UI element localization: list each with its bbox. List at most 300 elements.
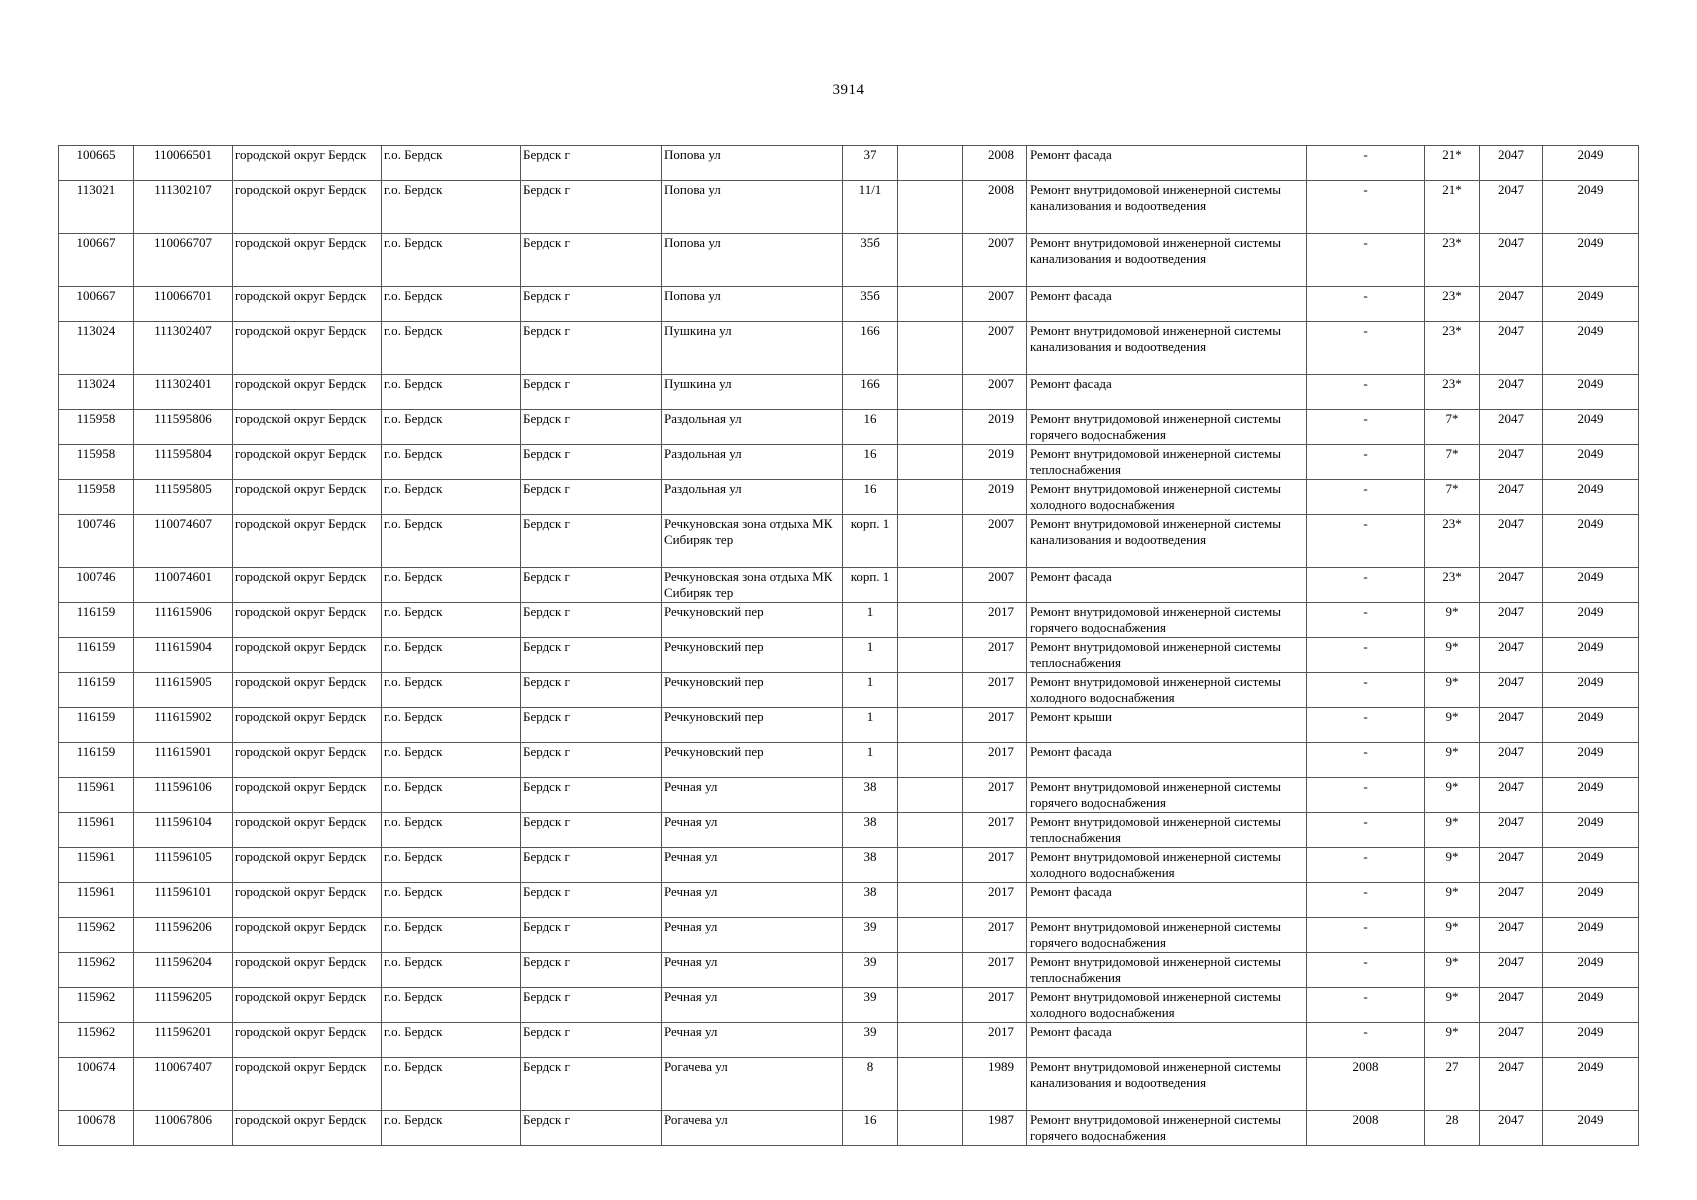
cell-district: г.о. Бердск [382, 953, 521, 988]
cell-last-repair: - [1307, 778, 1425, 813]
cell-work: Ремонт внутридомовой инженерной системы холодного водоснабжения [1027, 480, 1307, 515]
table-row [59, 1023, 1639, 1058]
cell-year: 2017 [963, 673, 1027, 708]
cell-empty [898, 445, 963, 480]
cell-plan-from: 2047 [1480, 813, 1543, 848]
table-row [59, 953, 1639, 988]
cell-plan-to: 2049 [1543, 480, 1639, 515]
cell-last-repair: - [1307, 375, 1425, 410]
cell-plan-from: 2047 [1480, 181, 1543, 234]
cell-last-repair: 2008 [1307, 1111, 1425, 1146]
cell-house: корп. 1 [843, 515, 898, 568]
cell-plan-from: 2047 [1480, 234, 1543, 287]
cell-work: Ремонт внутридомовой инженерной системы горячего водоснабжения [1027, 1111, 1307, 1146]
cell-wear: 7* [1425, 480, 1480, 515]
cell-code: 111596101 [134, 883, 233, 918]
cell-municipality: городской округ Бердск [233, 953, 382, 988]
cell-id: 100665 [59, 146, 134, 181]
cell-work: Ремонт внутридомовой инженерной системы горячего водоснабжения [1027, 778, 1307, 813]
cell-street: Речкуновский пер [662, 743, 843, 778]
cell-district: г.о. Бердск [382, 988, 521, 1023]
cell-street: Попова ул [662, 146, 843, 181]
cell-work: Ремонт фасада [1027, 568, 1307, 603]
cell-id: 100746 [59, 515, 134, 568]
cell-house: 35б [843, 234, 898, 287]
cell-code: 111596206 [134, 918, 233, 953]
cell-plan-to: 2049 [1543, 287, 1639, 322]
cell-last-repair: - [1307, 480, 1425, 515]
cell-plan-to: 2049 [1543, 568, 1639, 603]
cell-plan-from: 2047 [1480, 918, 1543, 953]
cell-work: Ремонт внутридомовой инженерной системы теплоснабжения [1027, 813, 1307, 848]
cell-year: 2007 [963, 568, 1027, 603]
cell-code: 111595804 [134, 445, 233, 480]
cell-empty [898, 1111, 963, 1146]
cell-empty [898, 743, 963, 778]
cell-street: Речная ул [662, 988, 843, 1023]
cell-year: 2017 [963, 708, 1027, 743]
cell-house: 16 [843, 1111, 898, 1146]
cell-code: 110067806 [134, 1111, 233, 1146]
cell-house: 8 [843, 1058, 898, 1111]
cell-plan-to: 2049 [1543, 375, 1639, 410]
cell-year: 2007 [963, 322, 1027, 375]
cell-district: г.о. Бердск [382, 181, 521, 234]
cell-last-repair: - [1307, 813, 1425, 848]
cell-last-repair: - [1307, 568, 1425, 603]
cell-last-repair: 2008 [1307, 1058, 1425, 1111]
cell-year: 2007 [963, 515, 1027, 568]
cell-municipality: городской округ Бердск [233, 410, 382, 445]
cell-municipality: городской округ Бердск [233, 638, 382, 673]
cell-wear: 9* [1425, 708, 1480, 743]
cell-last-repair: - [1307, 287, 1425, 322]
cell-id: 115961 [59, 778, 134, 813]
cell-house: 1 [843, 638, 898, 673]
cell-wear: 7* [1425, 410, 1480, 445]
cell-municipality: городской округ Бердск [233, 181, 382, 234]
cell-house: 1 [843, 743, 898, 778]
cell-district: г.о. Бердск [382, 743, 521, 778]
cell-street: Речная ул [662, 778, 843, 813]
cell-street: Речная ул [662, 953, 843, 988]
cell-district: г.о. Бердск [382, 1023, 521, 1058]
cell-code: 111596204 [134, 953, 233, 988]
cell-id: 115958 [59, 410, 134, 445]
cell-work: Ремонт фасада [1027, 287, 1307, 322]
cell-id: 113024 [59, 375, 134, 410]
cell-work: Ремонт внутридомовой инженерной системы канализования и водоотведения [1027, 1058, 1307, 1111]
cell-wear: 27 [1425, 1058, 1480, 1111]
cell-code: 111302401 [134, 375, 233, 410]
cell-street: Речная ул [662, 813, 843, 848]
cell-wear: 9* [1425, 953, 1480, 988]
cell-work: Ремонт фасада [1027, 375, 1307, 410]
cell-plan-from: 2047 [1480, 883, 1543, 918]
cell-street: Пушкина ул [662, 375, 843, 410]
cell-municipality: городской округ Бердск [233, 445, 382, 480]
cell-code: 110074607 [134, 515, 233, 568]
cell-district: г.о. Бердск [382, 883, 521, 918]
cell-street: Рогачева ул [662, 1058, 843, 1111]
cell-plan-from: 2047 [1480, 568, 1543, 603]
cell-city: Бердск г [521, 234, 662, 287]
cell-last-repair: - [1307, 638, 1425, 673]
cell-house: корп. 1 [843, 568, 898, 603]
cell-city: Бердск г [521, 813, 662, 848]
cell-street: Речкуновская зона отдыха МК Сибиряк тер [662, 568, 843, 603]
cell-plan-to: 2049 [1543, 1111, 1639, 1146]
cell-city: Бердск г [521, 638, 662, 673]
table-row [59, 445, 1639, 480]
cell-last-repair: - [1307, 708, 1425, 743]
cell-wear: 9* [1425, 883, 1480, 918]
cell-plan-to: 2049 [1543, 234, 1639, 287]
cell-plan-to: 2049 [1543, 988, 1639, 1023]
cell-last-repair: - [1307, 988, 1425, 1023]
cell-street: Раздольная ул [662, 410, 843, 445]
cell-municipality: городской округ Бердск [233, 568, 382, 603]
cell-district: г.о. Бердск [382, 1058, 521, 1111]
cell-municipality: городской округ Бердск [233, 778, 382, 813]
cell-code: 110066701 [134, 287, 233, 322]
cell-house: 38 [843, 778, 898, 813]
cell-plan-to: 2049 [1543, 673, 1639, 708]
cell-year: 2017 [963, 778, 1027, 813]
cell-plan-to: 2049 [1543, 603, 1639, 638]
cell-last-repair: - [1307, 883, 1425, 918]
cell-plan-to: 2049 [1543, 953, 1639, 988]
cell-district: г.о. Бердск [382, 480, 521, 515]
table-row [59, 813, 1639, 848]
cell-municipality: городской округ Бердск [233, 375, 382, 410]
cell-id: 100667 [59, 234, 134, 287]
cell-wear: 9* [1425, 743, 1480, 778]
cell-district: г.о. Бердск [382, 673, 521, 708]
cell-street: Речкуновский пер [662, 708, 843, 743]
cell-house: 16 [843, 445, 898, 480]
cell-empty [898, 568, 963, 603]
cell-empty [898, 708, 963, 743]
cell-plan-to: 2049 [1543, 515, 1639, 568]
cell-code: 111596205 [134, 988, 233, 1023]
cell-plan-to: 2049 [1543, 410, 1639, 445]
cell-district: г.о. Бердск [382, 515, 521, 568]
cell-empty [898, 287, 963, 322]
cell-year: 1987 [963, 1111, 1027, 1146]
cell-work: Ремонт фасада [1027, 1023, 1307, 1058]
cell-plan-to: 2049 [1543, 322, 1639, 375]
cell-empty [898, 848, 963, 883]
cell-empty [898, 410, 963, 445]
cell-street: Попова ул [662, 287, 843, 322]
cell-last-repair: - [1307, 445, 1425, 480]
cell-plan-to: 2049 [1543, 918, 1639, 953]
table-row [59, 673, 1639, 708]
cell-municipality: городской округ Бердск [233, 848, 382, 883]
cell-city: Бердск г [521, 1058, 662, 1111]
cell-city: Бердск г [521, 515, 662, 568]
cell-year: 2017 [963, 918, 1027, 953]
cell-work: Ремонт внутридомовой инженерной системы канализования и водоотведения [1027, 234, 1307, 287]
repair-plan-table [58, 145, 1639, 1146]
cell-city: Бердск г [521, 568, 662, 603]
cell-wear: 9* [1425, 1023, 1480, 1058]
cell-work: Ремонт внутридомовой инженерной системы теплоснабжения [1027, 953, 1307, 988]
cell-wear: 23* [1425, 287, 1480, 322]
cell-city: Бердск г [521, 708, 662, 743]
cell-wear: 23* [1425, 568, 1480, 603]
cell-id: 116159 [59, 673, 134, 708]
cell-id: 115961 [59, 883, 134, 918]
cell-id: 100746 [59, 568, 134, 603]
cell-year: 2007 [963, 375, 1027, 410]
cell-code: 111615902 [134, 708, 233, 743]
cell-city: Бердск г [521, 287, 662, 322]
cell-id: 116159 [59, 743, 134, 778]
cell-code: 111596105 [134, 848, 233, 883]
cell-municipality: городской округ Бердск [233, 1111, 382, 1146]
table-row [59, 708, 1639, 743]
table-row [59, 480, 1639, 515]
cell-year: 2019 [963, 445, 1027, 480]
cell-municipality: городской округ Бердск [233, 918, 382, 953]
cell-empty [898, 638, 963, 673]
cell-code: 111615906 [134, 603, 233, 638]
cell-wear: 9* [1425, 848, 1480, 883]
cell-plan-to: 2049 [1543, 883, 1639, 918]
cell-plan-from: 2047 [1480, 743, 1543, 778]
cell-work: Ремонт внутридомовой инженерной системы холодного водоснабжения [1027, 673, 1307, 708]
table-row [59, 918, 1639, 953]
cell-id: 100667 [59, 287, 134, 322]
cell-year: 2017 [963, 848, 1027, 883]
table-row [59, 1058, 1639, 1111]
cell-id: 115962 [59, 953, 134, 988]
cell-street: Речная ул [662, 918, 843, 953]
table-body [59, 146, 1639, 1146]
cell-work: Ремонт внутридомовой инженерной системы канализования и водоотведения [1027, 181, 1307, 234]
cell-house: 39 [843, 953, 898, 988]
cell-plan-from: 2047 [1480, 778, 1543, 813]
cell-plan-from: 2047 [1480, 603, 1543, 638]
cell-plan-to: 2049 [1543, 743, 1639, 778]
cell-wear: 9* [1425, 918, 1480, 953]
cell-code: 111615901 [134, 743, 233, 778]
cell-last-repair: - [1307, 743, 1425, 778]
cell-wear: 7* [1425, 445, 1480, 480]
cell-wear: 9* [1425, 813, 1480, 848]
cell-year: 2007 [963, 287, 1027, 322]
cell-plan-to: 2049 [1543, 181, 1639, 234]
cell-id: 116159 [59, 638, 134, 673]
cell-code: 111596106 [134, 778, 233, 813]
table-row [59, 375, 1639, 410]
cell-house: 35б [843, 287, 898, 322]
cell-work: Ремонт внутридомовой инженерной системы горячего водоснабжения [1027, 410, 1307, 445]
cell-code: 110074601 [134, 568, 233, 603]
table-row [59, 883, 1639, 918]
cell-id: 116159 [59, 603, 134, 638]
cell-street: Попова ул [662, 234, 843, 287]
cell-municipality: городской округ Бердск [233, 234, 382, 287]
cell-work: Ремонт внутридомовой инженерной системы горячего водоснабжения [1027, 918, 1307, 953]
cell-house: 1 [843, 603, 898, 638]
cell-last-repair: - [1307, 515, 1425, 568]
cell-work: Ремонт внутридомовой инженерной системы канализования и водоотведения [1027, 515, 1307, 568]
cell-wear: 9* [1425, 778, 1480, 813]
cell-plan-from: 2047 [1480, 1111, 1543, 1146]
cell-last-repair: - [1307, 673, 1425, 708]
cell-work: Ремонт фасада [1027, 146, 1307, 181]
cell-street: Рогачева ул [662, 1111, 843, 1146]
cell-house: 37 [843, 146, 898, 181]
cell-street: Речкуновский пер [662, 638, 843, 673]
cell-wear: 23* [1425, 234, 1480, 287]
cell-empty [898, 603, 963, 638]
cell-street: Попова ул [662, 181, 843, 234]
cell-city: Бердск г [521, 988, 662, 1023]
cell-plan-from: 2047 [1480, 1023, 1543, 1058]
cell-id: 115961 [59, 813, 134, 848]
cell-house: 166 [843, 375, 898, 410]
cell-plan-from: 2047 [1480, 953, 1543, 988]
cell-last-repair: - [1307, 918, 1425, 953]
cell-last-repair: - [1307, 181, 1425, 234]
cell-wear: 23* [1425, 515, 1480, 568]
cell-house: 16 [843, 480, 898, 515]
cell-year: 2019 [963, 410, 1027, 445]
cell-house: 11/1 [843, 181, 898, 234]
cell-code: 111595805 [134, 480, 233, 515]
cell-city: Бердск г [521, 480, 662, 515]
cell-empty [898, 515, 963, 568]
cell-municipality: городской округ Бердск [233, 988, 382, 1023]
cell-city: Бердск г [521, 181, 662, 234]
cell-id: 116159 [59, 708, 134, 743]
cell-wear: 23* [1425, 322, 1480, 375]
cell-work: Ремонт внутридомовой инженерной системы холодного водоснабжения [1027, 848, 1307, 883]
cell-house: 38 [843, 883, 898, 918]
cell-district: г.о. Бердск [382, 848, 521, 883]
cell-street: Речкуновский пер [662, 673, 843, 708]
cell-year: 2008 [963, 181, 1027, 234]
cell-city: Бердск г [521, 410, 662, 445]
cell-id: 100678 [59, 1111, 134, 1146]
cell-plan-to: 2049 [1543, 848, 1639, 883]
cell-district: г.о. Бердск [382, 287, 521, 322]
cell-plan-from: 2047 [1480, 445, 1543, 480]
cell-city: Бердск г [521, 848, 662, 883]
page-number: 3914 [832, 82, 865, 98]
cell-year: 2017 [963, 883, 1027, 918]
cell-work: Ремонт внутридомовой инженерной системы холодного водоснабжения [1027, 988, 1307, 1023]
cell-last-repair: - [1307, 848, 1425, 883]
table-row [59, 848, 1639, 883]
table-row [59, 410, 1639, 445]
cell-year: 2007 [963, 234, 1027, 287]
cell-wear: 21* [1425, 181, 1480, 234]
cell-street: Речная ул [662, 1023, 843, 1058]
cell-city: Бердск г [521, 883, 662, 918]
cell-plan-from: 2047 [1480, 480, 1543, 515]
cell-empty [898, 673, 963, 708]
cell-work: Ремонт фасада [1027, 883, 1307, 918]
cell-code: 110066501 [134, 146, 233, 181]
cell-year: 2017 [963, 1023, 1027, 1058]
cell-house: 16 [843, 410, 898, 445]
cell-house: 1 [843, 673, 898, 708]
cell-house: 1 [843, 708, 898, 743]
cell-district: г.о. Бердск [382, 445, 521, 480]
cell-year: 2017 [963, 813, 1027, 848]
cell-empty [898, 146, 963, 181]
cell-district: г.о. Бердск [382, 813, 521, 848]
cell-work: Ремонт внутридомовой инженерной системы канализования и водоотведения [1027, 322, 1307, 375]
table-row [59, 515, 1639, 568]
cell-municipality: городской округ Бердск [233, 673, 382, 708]
cell-work: Ремонт крыши [1027, 708, 1307, 743]
cell-code: 110067407 [134, 1058, 233, 1111]
cell-code: 111596201 [134, 1023, 233, 1058]
cell-plan-to: 2049 [1543, 1023, 1639, 1058]
cell-plan-to: 2049 [1543, 778, 1639, 813]
cell-code: 111596104 [134, 813, 233, 848]
cell-district: г.о. Бердск [382, 1111, 521, 1146]
cell-id: 115958 [59, 445, 134, 480]
cell-city: Бердск г [521, 322, 662, 375]
cell-empty [898, 988, 963, 1023]
cell-municipality: городской округ Бердск [233, 480, 382, 515]
cell-code: 111302107 [134, 181, 233, 234]
cell-last-repair: - [1307, 410, 1425, 445]
cell-plan-from: 2047 [1480, 146, 1543, 181]
cell-street: Пушкина ул [662, 322, 843, 375]
cell-plan-to: 2049 [1543, 146, 1639, 181]
cell-id: 100674 [59, 1058, 134, 1111]
table-row [59, 322, 1639, 375]
table-row [59, 1111, 1639, 1146]
cell-street: Раздольная ул [662, 445, 843, 480]
cell-house: 39 [843, 1023, 898, 1058]
cell-year: 2017 [963, 953, 1027, 988]
cell-empty [898, 480, 963, 515]
cell-code: 110066707 [134, 234, 233, 287]
cell-house: 166 [843, 322, 898, 375]
cell-id: 115962 [59, 988, 134, 1023]
cell-year: 2017 [963, 638, 1027, 673]
cell-city: Бердск г [521, 1111, 662, 1146]
cell-city: Бердск г [521, 603, 662, 638]
cell-year: 2008 [963, 146, 1027, 181]
cell-year: 2017 [963, 988, 1027, 1023]
cell-wear: 9* [1425, 988, 1480, 1023]
table-row [59, 287, 1639, 322]
cell-id: 115962 [59, 918, 134, 953]
cell-year: 2019 [963, 480, 1027, 515]
cell-municipality: городской округ Бердск [233, 603, 382, 638]
cell-house: 39 [843, 918, 898, 953]
cell-last-repair: - [1307, 322, 1425, 375]
cell-empty [898, 322, 963, 375]
cell-empty [898, 953, 963, 988]
table-row [59, 603, 1639, 638]
cell-plan-from: 2047 [1480, 375, 1543, 410]
table-row [59, 146, 1639, 181]
cell-id: 113024 [59, 322, 134, 375]
cell-id: 115958 [59, 480, 134, 515]
cell-district: г.о. Бердск [382, 708, 521, 743]
